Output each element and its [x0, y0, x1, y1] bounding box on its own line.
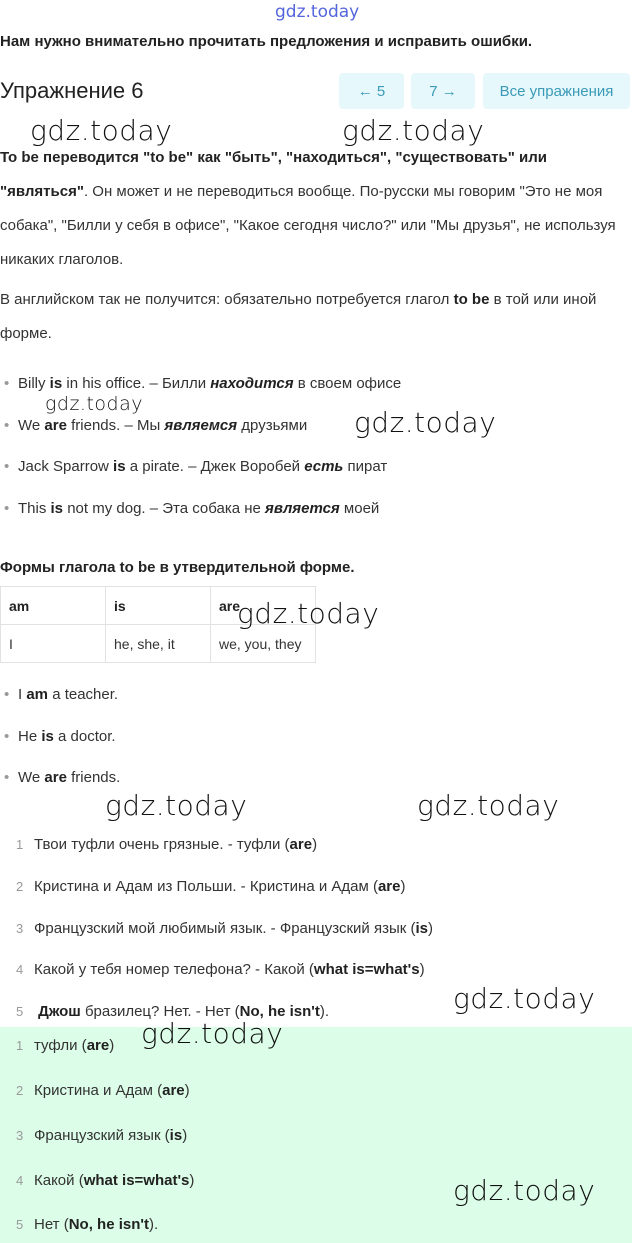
text-segment: Джош	[38, 1003, 81, 1020]
text-segment: )	[419, 961, 425, 978]
text-segment: are	[377, 878, 401, 895]
text-segment: 5	[16, 1217, 24, 1232]
watermark: gdz.today	[141, 1017, 284, 1050]
text-segment: are	[162, 1082, 185, 1099]
page-title: Упражнение 6	[0, 78, 144, 103]
table-cell: he, she, it	[106, 625, 211, 663]
text-segment: are	[86, 1037, 110, 1054]
text-segment: a pirate. – Джек Воробей	[125, 458, 305, 475]
text-segment: are	[44, 417, 67, 434]
list-item	[18, 500, 379, 517]
text-segment: is	[113, 458, 126, 475]
text-segment: туфли (	[34, 1037, 87, 1054]
text-segment: Кристина и Адам из Польши. - Кристина и Адам (	[34, 878, 378, 895]
text: В английском так не получится: обязательно потребуется глагол	[0, 291, 454, 308]
text-segment: a doctor.	[53, 728, 116, 745]
next-exercise-button[interactable]: 7 →	[411, 73, 475, 109]
text-segment: 4	[16, 1173, 24, 1188]
watermark: gdz.today	[354, 406, 497, 439]
text-segment: We	[18, 769, 45, 786]
text-segment: ).	[148, 1216, 159, 1233]
text-segment: бразилец? Нет. - Нет (	[80, 1003, 240, 1020]
watermark: gdz.today	[275, 2, 360, 22]
answer-item	[16, 1172, 194, 1189]
text-segment: 1	[16, 837, 24, 852]
text-segment: 5	[16, 1004, 24, 1019]
task-item	[16, 836, 317, 853]
text-segment: ).	[319, 1003, 330, 1020]
text-segment: not my dog. – Эта собака не	[63, 500, 266, 517]
list-item	[18, 375, 401, 392]
text-segment: is	[50, 500, 64, 517]
task-item	[16, 878, 405, 895]
text-segment: )	[109, 1037, 115, 1054]
list-item	[18, 769, 120, 786]
table-row	[1, 625, 316, 663]
text-segment: He	[18, 728, 42, 745]
text-segment: This	[18, 500, 51, 517]
text-segment: друзьями	[237, 417, 308, 434]
bold-text: To be переводится "to be" как "быть", "находиться", "существовать" или "являться"	[0, 149, 548, 200]
text-segment: 2	[16, 1083, 24, 1098]
text-segment: )	[189, 1172, 195, 1189]
watermark: gdz.today	[417, 789, 560, 822]
text-segment: is	[49, 375, 63, 392]
task-item	[16, 920, 433, 937]
text-segment: friends. – Мы	[66, 417, 165, 434]
list-item	[18, 728, 116, 745]
text-segment: является	[265, 500, 340, 517]
watermark: gdz.today	[105, 789, 248, 822]
text: в той или иной форме.	[0, 291, 597, 342]
text-segment: есть	[304, 458, 344, 475]
text-segment: friends.	[66, 769, 121, 786]
table-cell: am	[1, 587, 106, 625]
text-segment: what is=what's	[313, 961, 420, 978]
text-segment: a teacher.	[48, 686, 119, 703]
watermark: gdz.today	[45, 393, 143, 415]
text: . Он может и не переводиться вообще. По-русски мы говорим "Это не моя собака", "Билли у себя в офисе", "Какое сегодня число?" или "Мы друзья", не используя никаких глаголов.	[0, 183, 616, 268]
text-segment: являемся	[164, 417, 238, 434]
text-segment: )	[312, 836, 318, 853]
text-segment: 3	[16, 921, 24, 936]
text-segment: пират	[343, 458, 388, 475]
text-segment: I	[18, 686, 27, 703]
text-segment: )	[428, 920, 433, 937]
watermark: gdz.today	[342, 114, 485, 147]
text-segment: 4	[16, 962, 24, 977]
answer-item	[16, 1216, 158, 1233]
text-segment: am	[26, 686, 49, 703]
list-item	[18, 686, 118, 703]
intro-text: Нам нужно внимательно прочитать предложения и исправить ошибки.	[0, 33, 533, 50]
answer-item	[16, 1127, 187, 1144]
text-segment: We	[18, 417, 45, 434]
text-segment: Jack Sparrow	[18, 458, 114, 475]
forms-heading: Формы глагола to be в утвердительной форме.	[0, 559, 355, 576]
watermark: gdz.today	[30, 114, 173, 147]
text-segment: )	[184, 1082, 190, 1099]
text-segment: Нет (	[34, 1216, 69, 1233]
text-segment: No, he isn't	[68, 1216, 149, 1233]
answer-item	[16, 1082, 190, 1099]
text-segment: в своем офисе	[293, 375, 402, 392]
text-segment: Твои туфли очень грязные. - туфли (	[34, 836, 290, 853]
text-segment: is	[41, 728, 54, 745]
text-segment: моей	[339, 500, 380, 517]
text-segment: Французский мой любимый язык. - Французский язык (	[34, 920, 416, 937]
bold-text: to be	[453, 291, 490, 308]
text-segment: is	[415, 920, 428, 937]
text-segment: находится	[210, 375, 294, 392]
text-segment: in his office. – Билли	[62, 375, 211, 392]
text-segment: are	[289, 836, 313, 853]
text-segment: No, he isn't	[239, 1003, 320, 1020]
table-cell: is	[106, 587, 211, 625]
text-segment: Французский язык (	[34, 1127, 170, 1144]
table-cell: are	[211, 587, 316, 625]
watermark: gdz.today	[237, 597, 380, 630]
text-segment: Billy	[18, 375, 50, 392]
answer-item	[16, 1037, 114, 1054]
text-segment: is	[169, 1127, 183, 1144]
table-cell: I	[1, 625, 106, 663]
text-segment: Какой (	[34, 1172, 84, 1189]
prev-exercise-button[interactable]: ← 5	[339, 73, 404, 109]
text-segment: 2	[16, 879, 24, 894]
text-segment: Какой у тебя номер телефона? - Какой (	[34, 961, 314, 978]
text-segment: 1	[16, 1038, 24, 1053]
text-segment: )	[400, 878, 406, 895]
text-segment: Кристина и Адам (	[34, 1082, 163, 1099]
paragraph-1	[0, 141, 625, 277]
paragraph-2	[0, 283, 625, 351]
all-exercises-button[interactable]: Все упражнения	[483, 73, 630, 109]
text-segment: 3	[16, 1128, 24, 1143]
watermark: gdz.today	[453, 982, 596, 1015]
text-segment: what is=what's	[83, 1172, 190, 1189]
text-segment: )	[182, 1127, 188, 1144]
list-item	[18, 458, 387, 475]
table-cell: we, you, they	[211, 625, 316, 663]
list-item	[18, 417, 307, 434]
text-segment: are	[44, 769, 67, 786]
watermark: gdz.today	[453, 1174, 596, 1207]
task-item	[16, 961, 425, 978]
